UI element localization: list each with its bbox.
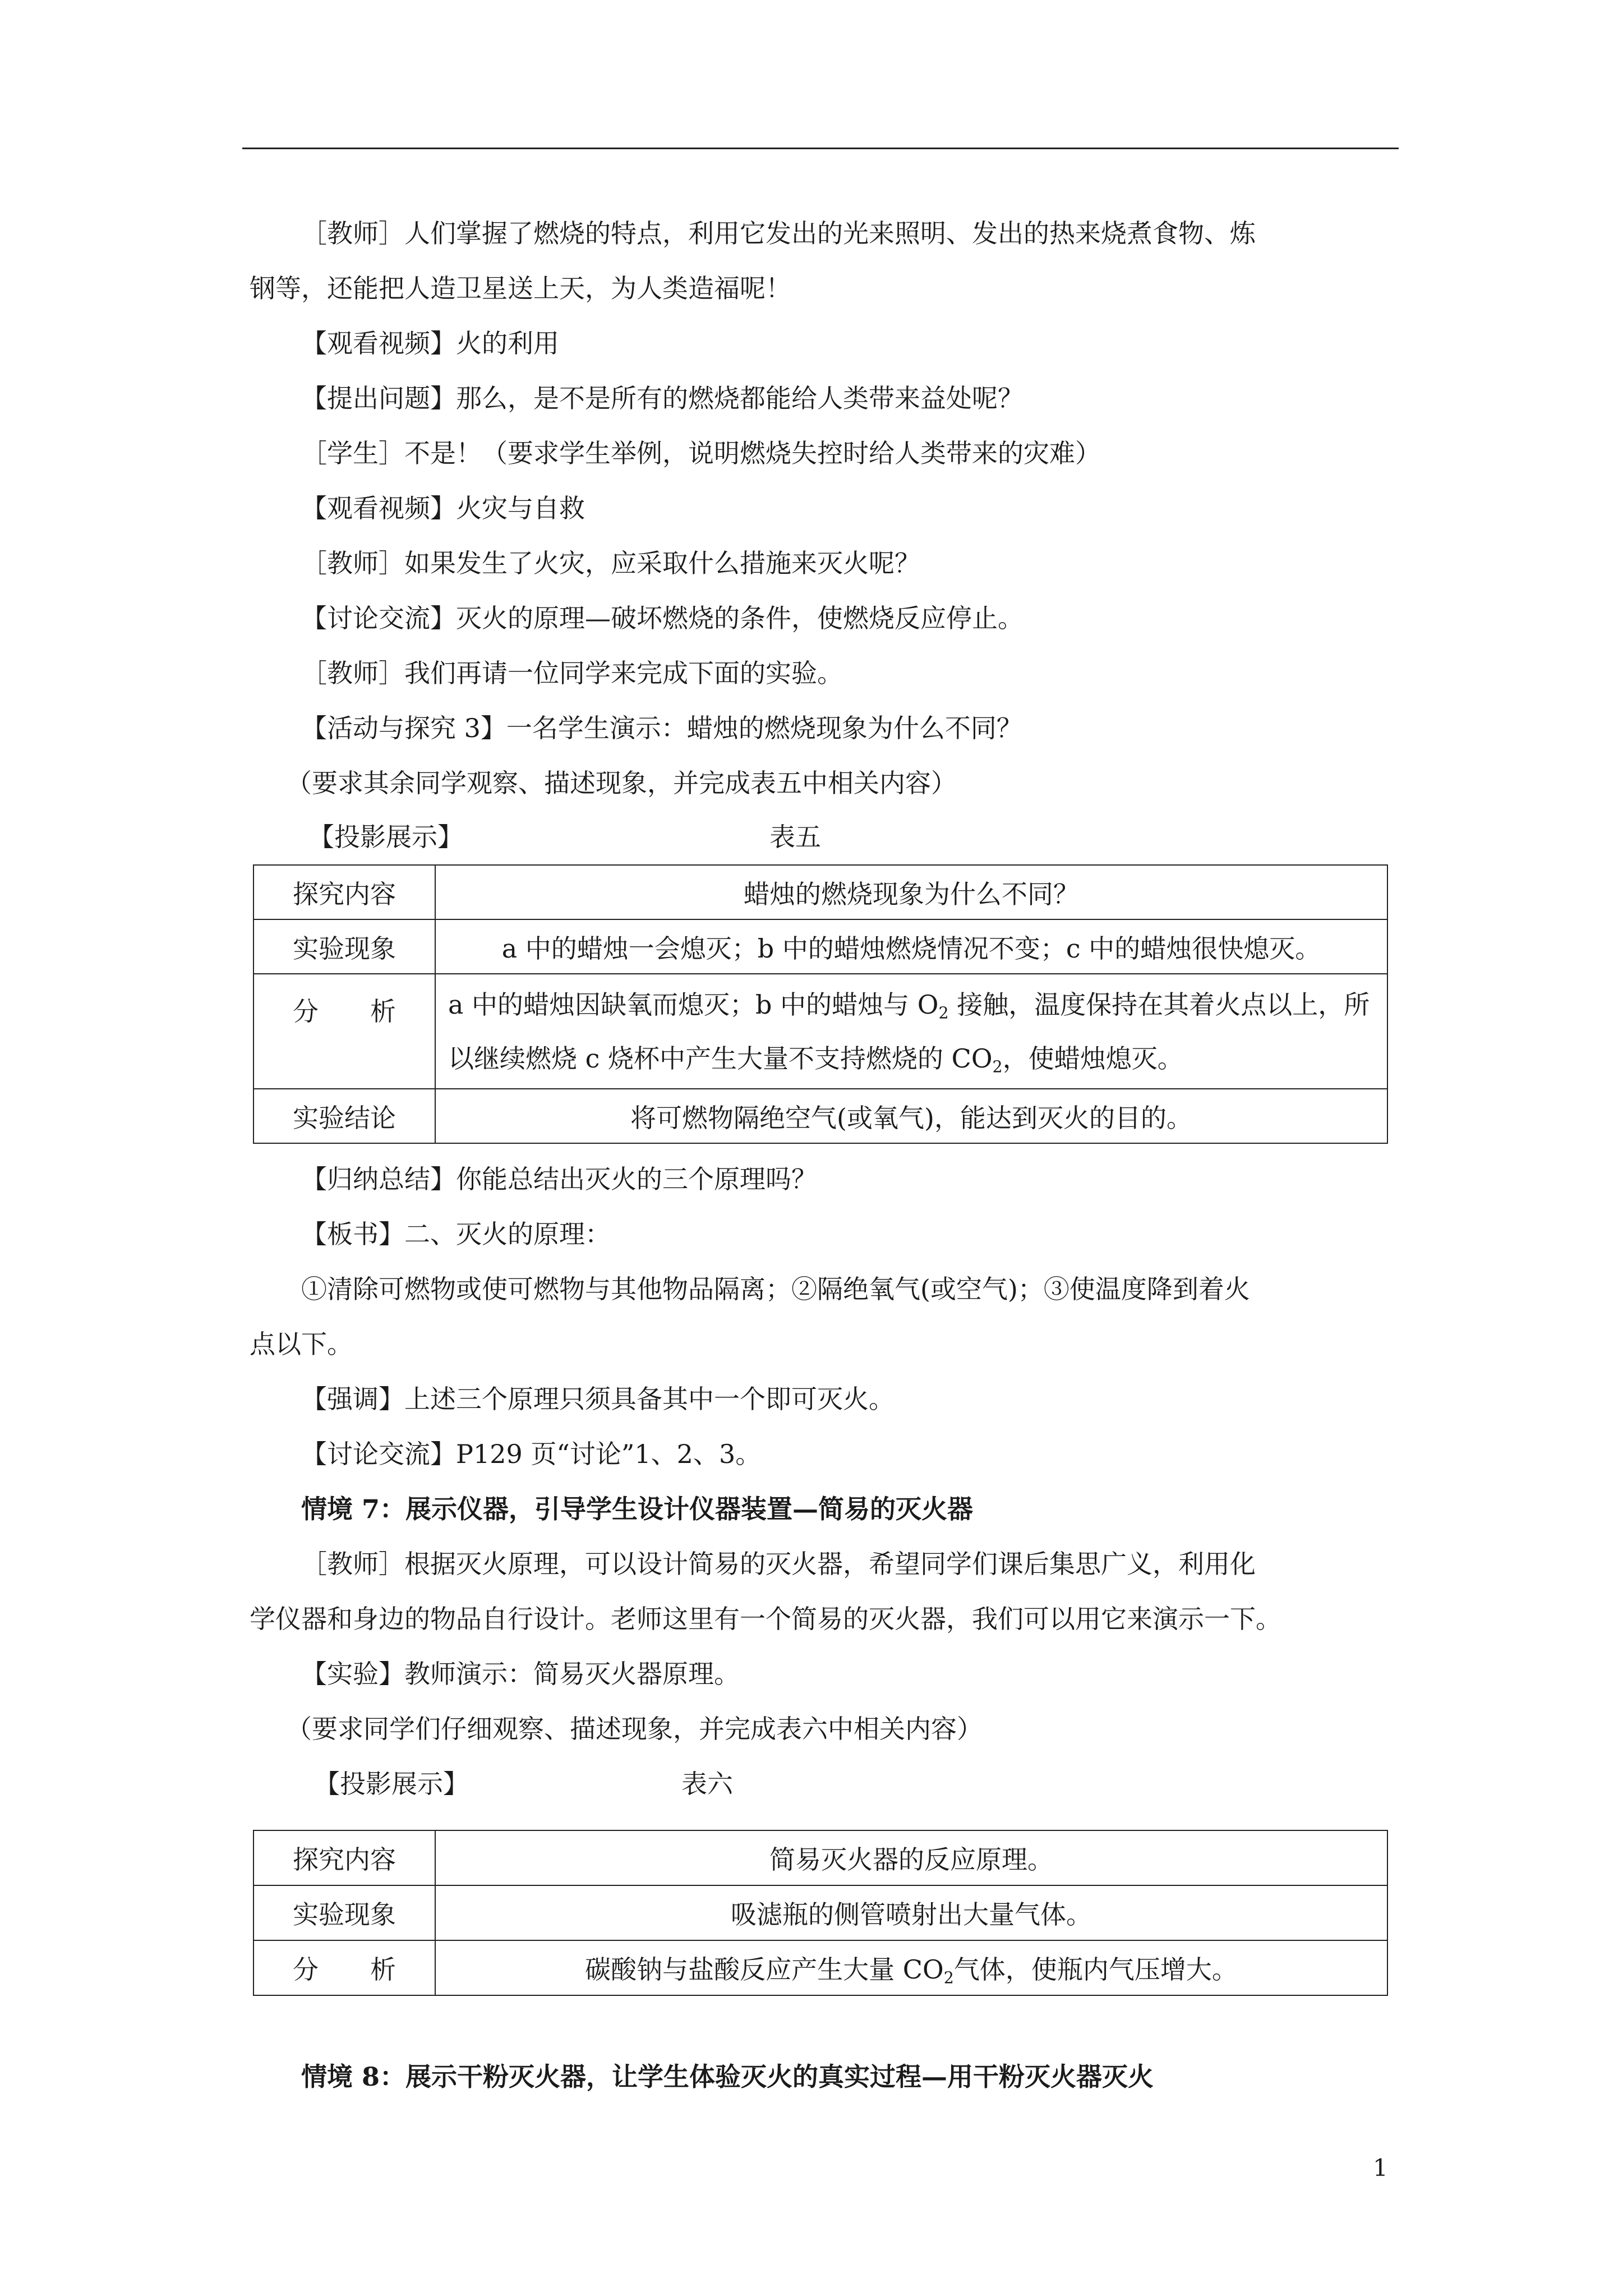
table-cell: 简易灭火器的反应原理。: [435, 1830, 1387, 1885]
section-heading: 情境 7：展示仪器，引导学生设计仪器装置—简易的灭火器: [301, 1494, 974, 1524]
table-6: [253, 1830, 1388, 1996]
paragraph-line: （要求同学们仔细观察、描述现象，并完成表六中相关内容）: [286, 1714, 983, 1744]
table-row: [253, 1940, 1387, 1995]
paragraph-line: 【活动与探究 3】一名学生演示：蜡烛的燃烧现象为什么不同？: [301, 713, 1022, 743]
analysis-text: 碳酸钠与盐酸反应产生大量 CO: [585, 1954, 944, 1985]
table-row: [253, 919, 1387, 974]
table-cell: a 中的蜡烛一会熄灭；b 中的蜡烛燃烧情况不变；c 中的蜡烛很快熄灭。: [435, 919, 1387, 974]
table-cell-label: 探究内容: [253, 865, 435, 919]
projection-label: 【投影展示】: [314, 1769, 469, 1799]
table-row: [253, 1830, 1387, 1885]
analysis-text: ，使蜡烛熄灭。: [1002, 1043, 1183, 1074]
table-row: [253, 865, 1387, 919]
paragraph-line: ［教师］我们再请一位同学来完成下面的实验。: [301, 658, 843, 688]
header-rule: [242, 148, 1399, 149]
section-heading: 情境 8：展示干粉灭火器，让学生体验灭火的真实过程—用干粉灭火器灭火: [301, 2062, 1154, 2092]
paragraph-line: 学仪器和身边的物品自行设计。老师这里有一个简易的灭火器，我们可以用它来演示一下。: [250, 1604, 1281, 1634]
paragraph-line: 【板书】二、灭火的原理：: [301, 1219, 611, 1249]
paragraph-line: ［教师］如果发生了火灾，应采取什么措施来灭火呢？: [301, 548, 920, 578]
analysis-text: a 中的蜡烛因缺氧而熄灭；b 中的蜡烛与 O: [448, 989, 939, 1020]
table-row: [253, 974, 1387, 1089]
table-cell: 将可燃物隔绝空气(或氧气)，能达到灭火的目的。: [435, 1089, 1387, 1143]
table-cell-label: 实验现象: [253, 919, 435, 974]
subscript: 2: [938, 1004, 949, 1023]
paragraph-line: ①清除可燃物或使可燃物与其他物品隔离；②隔绝氧气(或空气)；③使温度降到着火: [301, 1274, 1250, 1304]
subscript: 2: [992, 1057, 1003, 1076]
paragraph-line: 【归纳总结】你能总结出灭火的三个原理吗？: [301, 1164, 817, 1194]
table-cell: [435, 974, 1387, 1089]
subscript: 2: [943, 1968, 954, 1987]
paragraph-line: 【强调】上述三个原理只须具备其中一个即可灭火。: [301, 1384, 895, 1414]
analysis-text: 气体，使瓶内气压增大。: [953, 1954, 1238, 1985]
table-cell-label: 探究内容: [253, 1830, 435, 1885]
paragraph-line: 【讨论交流】P129 页“讨论”1、2、3。: [301, 1439, 762, 1469]
analysis-text: 接触，温度保持在其着火点以上，所以继续燃烧 c 烧杯中产生大量不支持燃烧的 CO: [448, 989, 1370, 1074]
paragraph-line: 【观看视频】火的利用: [301, 328, 559, 358]
table-cell-label: 分 析: [253, 974, 435, 1089]
table-row: [253, 1885, 1387, 1940]
paragraph-line: （要求其余同学观察、描述现象，并完成表五中相关内容）: [286, 768, 957, 798]
page-number: 1: [1373, 2154, 1388, 2182]
table-cell: 吸滤瓶的侧管喷射出大量气体。: [435, 1885, 1387, 1940]
paragraph-line: ［学生］不是！（要求学生举例，说明燃烧失控时给人类带来的灾难）: [301, 438, 1101, 468]
paragraph-line: ［教师］根据灭火原理，可以设计简易的灭火器，希望同学们课后集思广义，利用化: [301, 1549, 1256, 1579]
paragraph-line: 【讨论交流】灭火的原理—破坏燃烧的条件，使燃烧反应停止。: [301, 603, 1023, 633]
table-cell-label: 实验现象: [253, 1885, 435, 1940]
paragraph-line: 【观看视频】火灾与自救: [301, 493, 585, 523]
paragraph-line: 钢等，还能把人造卫星送上天，为人类造福呢！: [250, 273, 791, 303]
table-5: [253, 864, 1388, 1144]
paragraph-line: 点以下。: [250, 1329, 353, 1359]
paragraph-line: ［教师］人们掌握了燃烧的特点，利用它发出的光来照明、发出的热来烧煮食物、炼: [301, 218, 1256, 249]
table-cell: [435, 1940, 1387, 1995]
table-cell-label: 分 析: [253, 1940, 435, 1995]
paragraph-line: 【实验】教师演示：简易灭火器原理。: [301, 1659, 740, 1689]
paragraph-line: 【提出问题】那么，是不是所有的燃烧都能给人类带来益处呢？: [301, 383, 1023, 413]
table-caption: 表五: [769, 822, 821, 852]
table-cell-label: 实验结论: [253, 1089, 435, 1143]
table-cell: 蜡烛的燃烧现象为什么不同？: [435, 865, 1387, 919]
table-row: [253, 1089, 1387, 1143]
table-caption: 表六: [681, 1769, 733, 1799]
projection-label: 【投影展示】: [308, 822, 463, 852]
